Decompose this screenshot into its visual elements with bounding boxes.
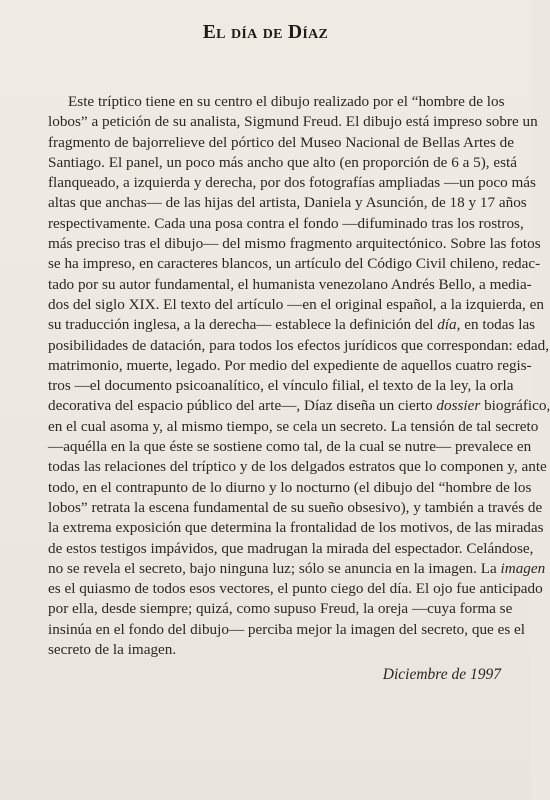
text-segment: lobos” retrata la escena fundamental de su sueño obsesivo), y también a través de — [48, 498, 543, 516]
text-line — [48, 173, 536, 193]
text-segment: de estos testigos impávidos, que madrugan la mirada del espectador. Celándose, — [48, 539, 534, 557]
text-segment: fragmento de bajorrelieve del pórtico del Museo Nacional de Bellas Artes de — [48, 133, 515, 151]
text-segment: flanqueado, a izquierda y derecha, por dos fotografías ampliadas —un poco más — [48, 174, 536, 192]
text-segment: todas las relaciones del tríptico y de los delgados estratos que lo componen y, ante — [48, 458, 547, 476]
text-line — [48, 478, 532, 498]
text-line — [48, 275, 532, 295]
text-segment: tros —el documento psicoanalítico, el vínculo filial, el texto de la ley, la orla — [48, 377, 514, 395]
text-line — [48, 112, 538, 132]
text-segment: su traducción inglesa, a la derecha— establece la definición del — [48, 316, 438, 334]
text-line — [48, 417, 539, 437]
text-line — [48, 620, 525, 640]
italic-term: día, — [437, 316, 461, 334]
text-segment: lobos” a petición de su analista, Sigmund Freud. El dibujo está impreso sobre un — [48, 113, 538, 131]
italic-term: dossier — [436, 397, 481, 415]
text-segment: la extrema exposición que determina la frontalidad de los motivos, de las miradas — [48, 519, 544, 537]
text-line — [48, 396, 550, 416]
text-segment: matrimonio, muerte, legado. Por medio del expediente de aquellos cuatro regis- — [48, 356, 532, 374]
page-title: El día de Díaz — [202, 22, 329, 43]
text-line — [48, 133, 515, 153]
text-segment: se ha impreso, en caracteres blancos, un artículo del Código Civil chileno, redac- — [48, 255, 541, 273]
text-line — [48, 599, 513, 619]
body-paragraph — [48, 92, 550, 660]
text-line — [48, 295, 544, 315]
text-line — [48, 356, 532, 376]
text-line — [48, 437, 532, 457]
text-segment: decorativa del espacio público del arte—, Díaz diseña un cierto — [48, 397, 437, 415]
text-line — [48, 539, 534, 559]
text-segment: dos del siglo XIX. El texto del artículo —en el original español, a la izquierda, en — [48, 295, 544, 313]
text-segment: —aquélla en la que éste se sostiene como tal, de la cual se nutre— prevalece en — [48, 438, 532, 456]
text-line — [48, 498, 543, 518]
text-segment: tado por su autor fundamental, el humanista venezolano Andrés Bello, a media- — [48, 275, 532, 293]
text-segment: biográfico, — [480, 397, 550, 415]
text-segment: insinúa en el fondo del dibujo— perciba mejor la imagen del secreto, que es el — [48, 620, 525, 638]
text-line — [48, 579, 543, 599]
text-line — [48, 457, 547, 477]
text-line — [48, 336, 550, 356]
text-segment: respectivamente. Cada una posa contra el fondo —difuminado tras los rostros, — [48, 214, 524, 232]
text-segment: más preciso tras el dibujo— del mismo fragmento arquitectónico. Sobre las fotos — [48, 235, 541, 253]
text-line — [48, 92, 505, 112]
text-segment: todo, en el contrapunto de lo diurno y lo nocturno (el dibujo del “hombre de los — [48, 478, 532, 496]
date-signature: Diciembre de 1997 — [382, 666, 501, 683]
text-segment: en el cual asoma y, al mismo tiempo, se cela un secreto. La tensión de tal secreto — [48, 417, 539, 435]
text-line — [48, 559, 546, 579]
text-segment: es el quiasmo de todos esos vectores, el punto ciego del día. El ojo fue anticipado — [48, 580, 543, 598]
text-line — [48, 153, 517, 173]
text-segment: no se revela el secreto, bajo ninguna luz; sólo se anuncia en la imagen. La — [48, 559, 501, 577]
text-segment: por ella, desde siempre; quizá, como supuso Freud, la oreja —cuya forma se — [48, 600, 513, 618]
text-line — [48, 640, 502, 660]
italic-term: imagen — [500, 559, 546, 577]
text-line — [48, 234, 541, 254]
text-segment: en todas las — [460, 316, 536, 334]
text-line — [48, 518, 544, 538]
text-segment: secreto de la imagen. — [48, 641, 177, 659]
text-segment: altas que anchas— de las hijas del artista, Daniela y Asunción, de 18 y 17 años — [48, 194, 527, 212]
text-segment: Este tríptico tiene en su centro el dibujo realizado por el “hombre de los — [68, 93, 505, 110]
text-segment: posibilidades de datación, para todos los efectos jurídicos que correspondan: edad, — [48, 336, 550, 354]
text-line — [48, 254, 541, 274]
text-line — [48, 214, 524, 234]
text-line — [48, 376, 514, 396]
text-segment: Santiago. El panel, un poco más ancho que alto (en proporción de 6 a 5), está — [48, 153, 517, 171]
text-line — [48, 315, 536, 335]
text-line — [48, 193, 527, 213]
